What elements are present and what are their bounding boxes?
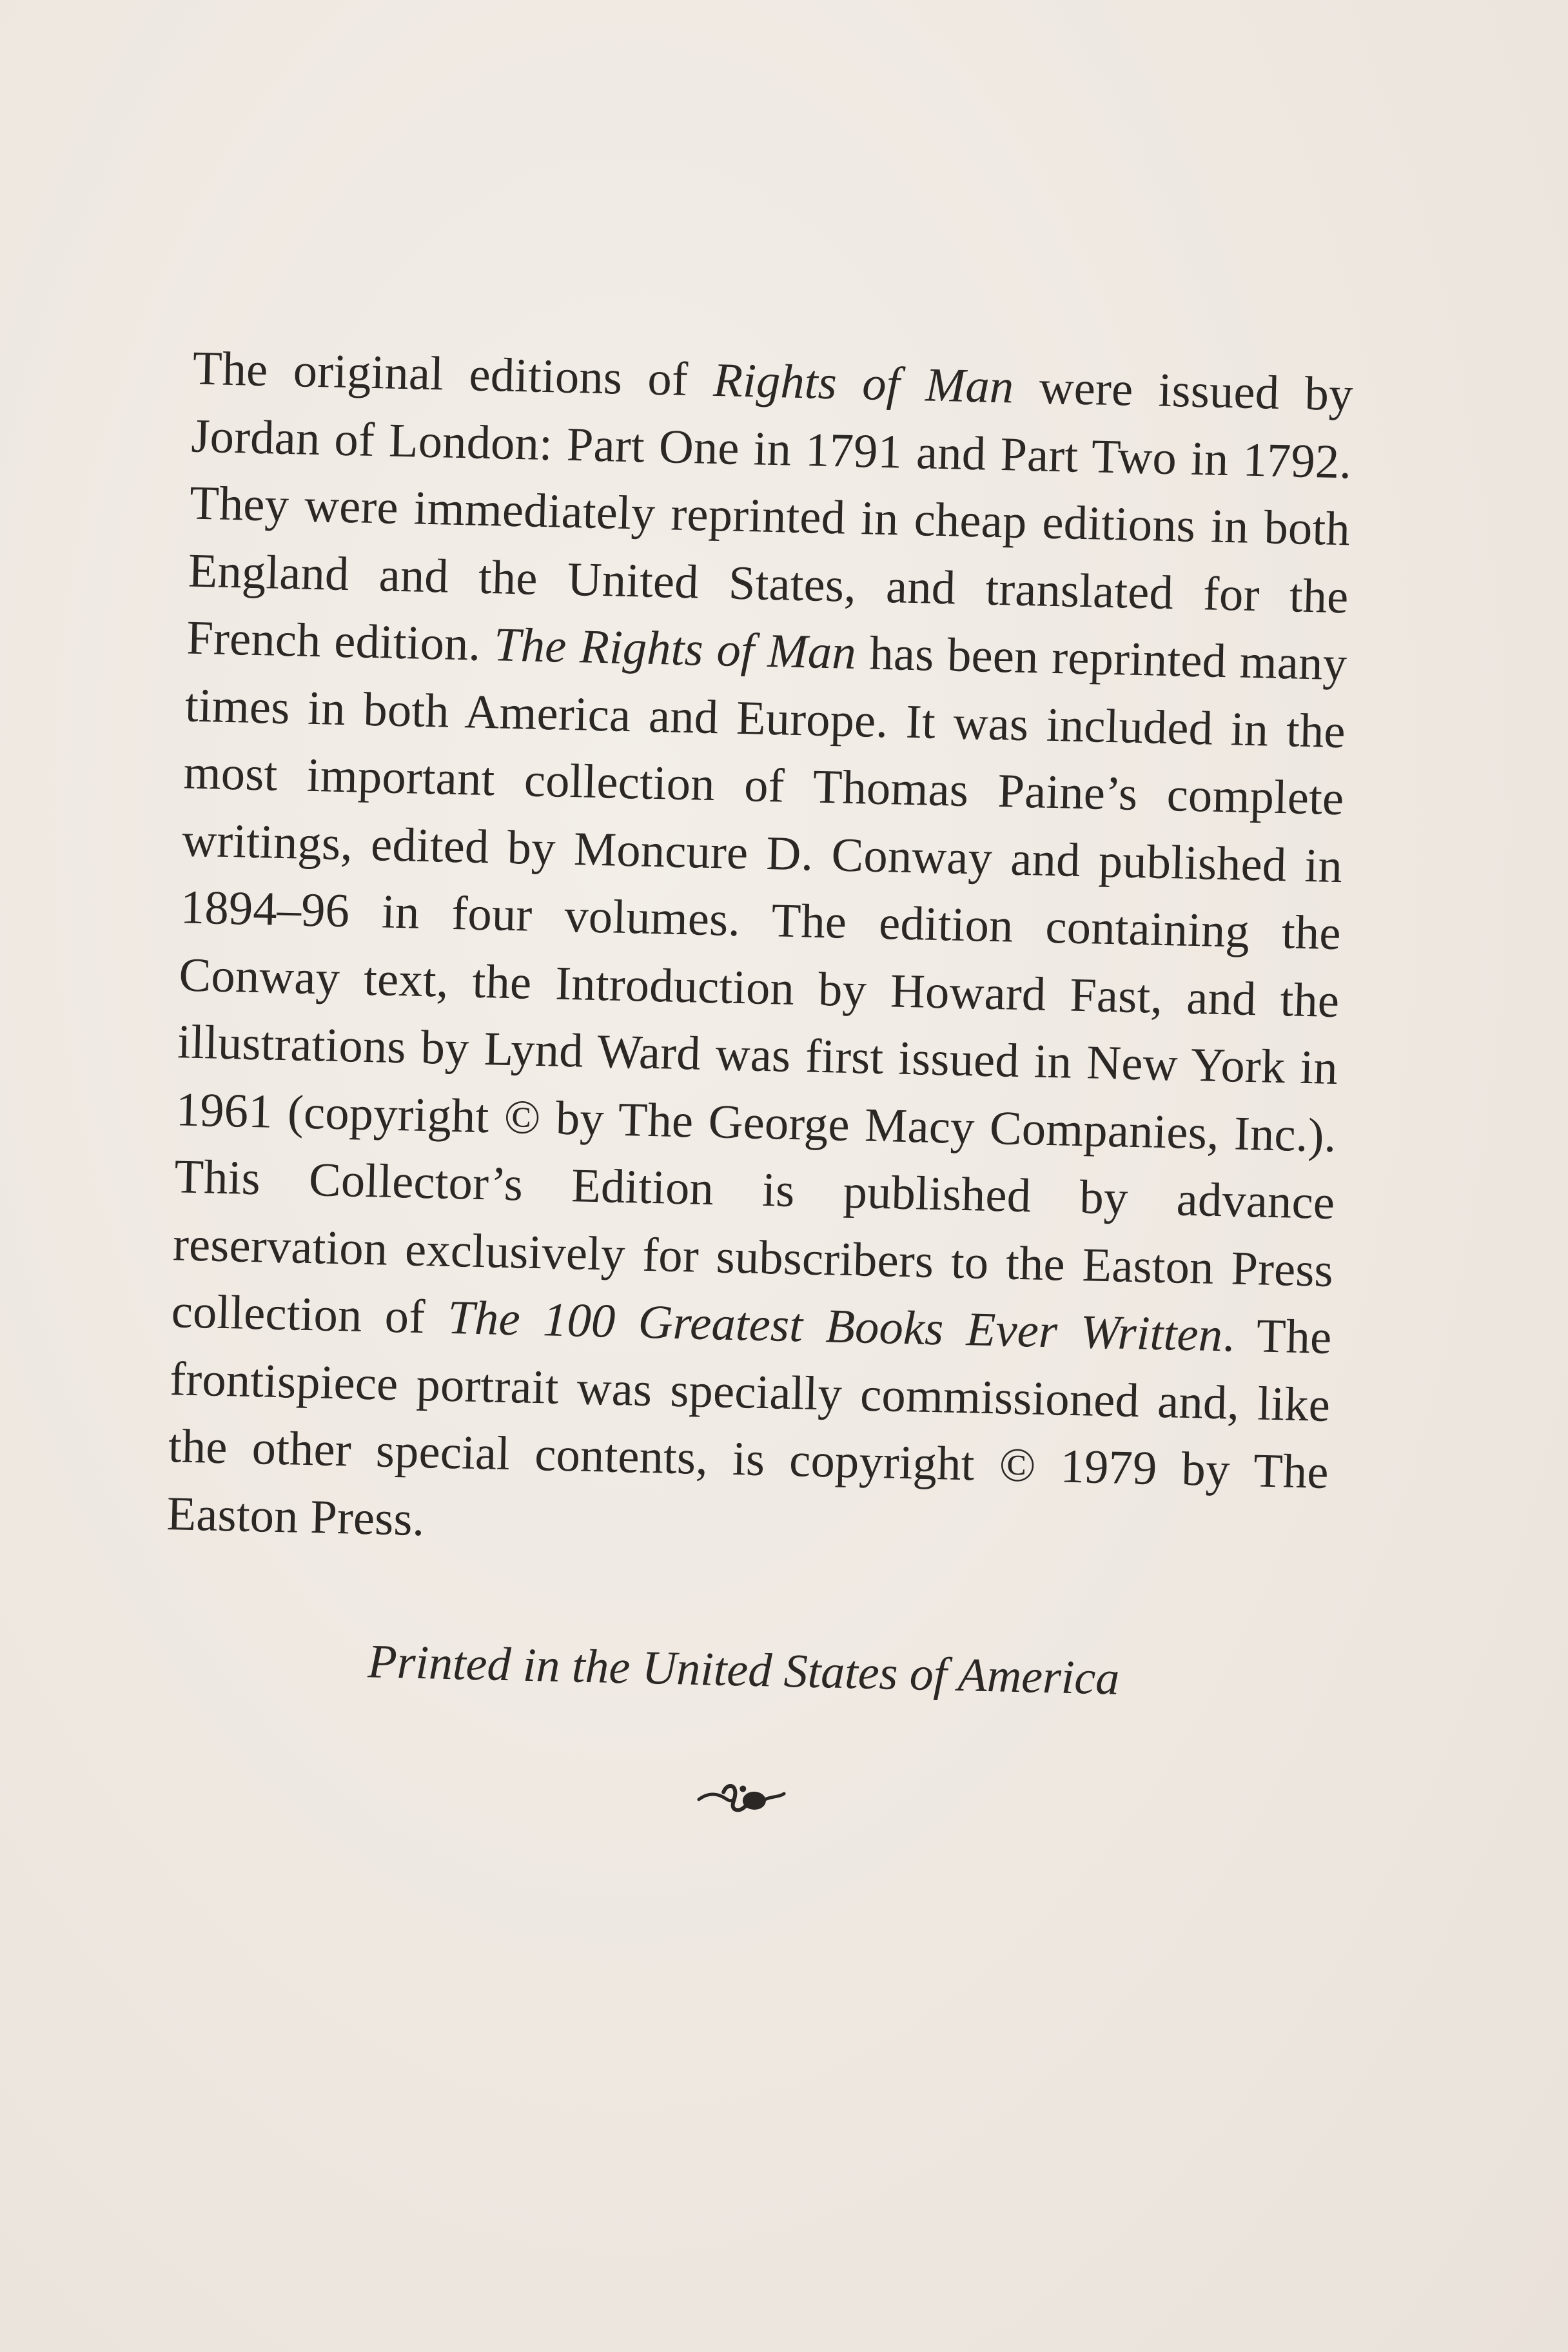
colophon-paragraph [166, 335, 1354, 1574]
title-the-rights-of-man: The Rights of Man [493, 618, 857, 680]
printed-in-line: Printed in the United States of America [367, 1635, 1121, 1705]
colophon-block [160, 335, 1353, 1832]
colophon-text-1: The original editions of [192, 342, 714, 407]
colophon-text-3: has been reprinted many times in both America and Europe. It was included in the most important collection of Thomas Paine’s complete writings, edited by Moncure D. Conway and published in 1894–96 in four volumes. The edition containing the Conway text, the Introduction by Howard Fast, and the illustrations by Lynd Ward was first issued in New York in 1961 (copyright © by The George Macy Companies, Inc.). This Collector’s Edition is published by advance reservation exclusively for subscribers to the Easton Press collection of [170, 627, 1348, 1344]
colophon-text-2: were issued by Jordan of London: Part One in 1791 and Part Two in 1792. They were immediately reprinted in cheap editions in both England and the United States, and translated for the French edition. [186, 360, 1354, 672]
title-rights-of-man: Rights of Man [712, 353, 1015, 414]
printers-flourish-icon [692, 1772, 790, 1819]
title-100-greatest-books: The 100 Greatest Books Ever Written [447, 1291, 1224, 1362]
colophon-text-4: . The frontispiece portrait was specially commissioned and, like the other special contents, is copyright © 1979 by The Easton Press. [166, 1309, 1333, 1546]
